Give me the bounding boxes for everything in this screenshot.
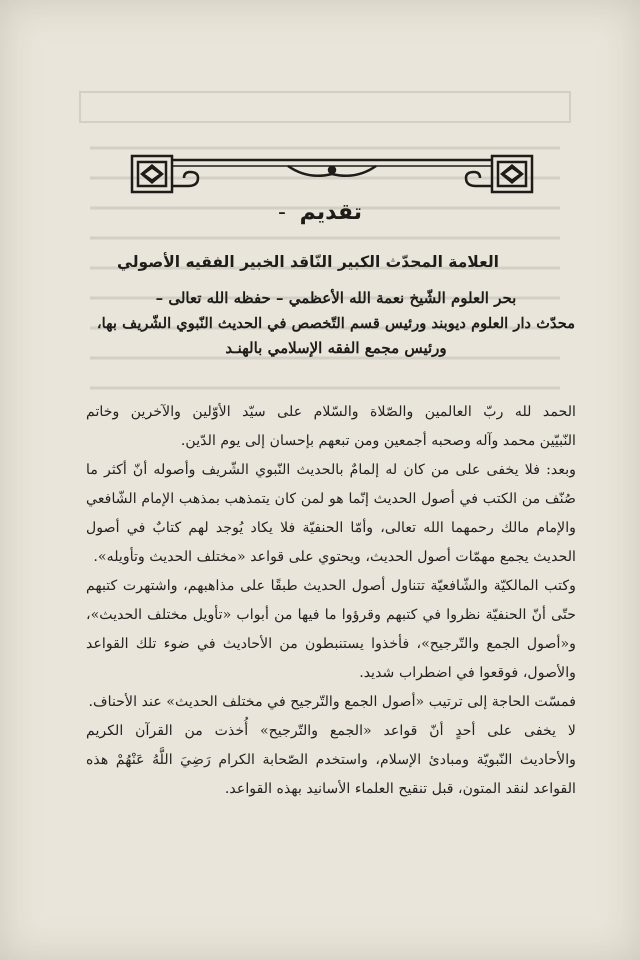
paragraph xyxy=(86,398,576,456)
text-line: صُنّف من الكتب في أصول الحديث إنّما هو لمن كان يتمذهب بمذهب الإمام الشّافعي xyxy=(86,491,576,507)
text-line: وكتب المالكيّة والشّافعيّة تتناول أصول الحديث طبقًا على مذاهبهم، واشتهرت كتبهم xyxy=(86,578,576,594)
title-text: تقديم xyxy=(299,200,362,225)
credit-line: محدّث دار العلوم ديوبند ورئيس قسم التّخصص في الحديث النّبوي الشّريف بها، xyxy=(96,315,576,332)
body-text xyxy=(86,398,576,804)
paragraph xyxy=(86,572,576,688)
text-line: حتّى أنّ الحنفيّة نظروا في كتبهم وقرؤوا ما فيها من أبواب «تأويل مختلف الحديث»، xyxy=(86,607,576,623)
text-line: الحمد لله ربّ العالمين والصّلاة والسّلام على سيّد الأوّلين والآخرين وخاتم xyxy=(86,404,576,420)
page-title xyxy=(0,200,640,225)
text-line: وبعد: فلا يخفى على من كان له إلمامٌ بالحديث النّبوي الشّريف وأصوله أنّ أكثر ما xyxy=(86,462,576,478)
title-dash: - xyxy=(278,200,286,225)
text-line: لا يخفى على أحدٍ أنّ قواعد «الجمع والتّرجيح» أُخذت من القرآن الكريم xyxy=(86,723,576,739)
author-credit xyxy=(96,286,576,361)
text-line: فمسّت الحاجة إلى ترتيب «أصول الجمع والتّرجيح في مختلف الحديث» عند الأحناف. xyxy=(88,694,576,710)
paragraph xyxy=(86,717,576,804)
text-line: الحديث يجمع مهمّات أصول الحديث، ويحتوي على قواعد «مختلف الحديث وتأويله». xyxy=(93,549,576,565)
paragraph xyxy=(86,688,576,717)
paragraph xyxy=(86,456,576,572)
text-line: والأحاديث النّبويّة ومبادئ الإسلام، واستخدم الصّحابة الكرام رَضِيَ اللَّهُ عَنْهُمْ هذه xyxy=(86,752,576,768)
text-line: القواعد لنقد المتون، قبل تنقيح العلماء الأسانيد بهذه القواعد. xyxy=(224,781,576,797)
text-line: والأصول، فوقعوا في اضطراب شديد. xyxy=(359,665,576,681)
credit-line: ورئيس مجمع الفقه الإسلامي بالهنـد xyxy=(225,339,447,357)
ornamental-header-frame xyxy=(128,150,536,198)
text-line: والإمام مالك رحمهما الله تعالى، وأمّا الحنفيّة فلا يكاد يُوجد لهم كتابٌ في أصول xyxy=(86,520,576,536)
text-line: النّبيّين محمد وآله وصحبه أجمعين ومن تبعهم بإحسان إلى يوم الدّين. xyxy=(180,433,576,449)
author-epithet: العلامة المحدّث الكبير النّاقد الخبير الفقيه الأصولي xyxy=(117,253,499,271)
credit-line: بحر العلوم الشّيخ نعمة الله الأعظمي – حفظه الله تعالى – xyxy=(155,289,517,307)
text-line: و«أصول الجمع والتّرجيح»، فأخذوا يستنبطون من الأحاديث في ضوء تلك القواعد xyxy=(86,636,576,652)
